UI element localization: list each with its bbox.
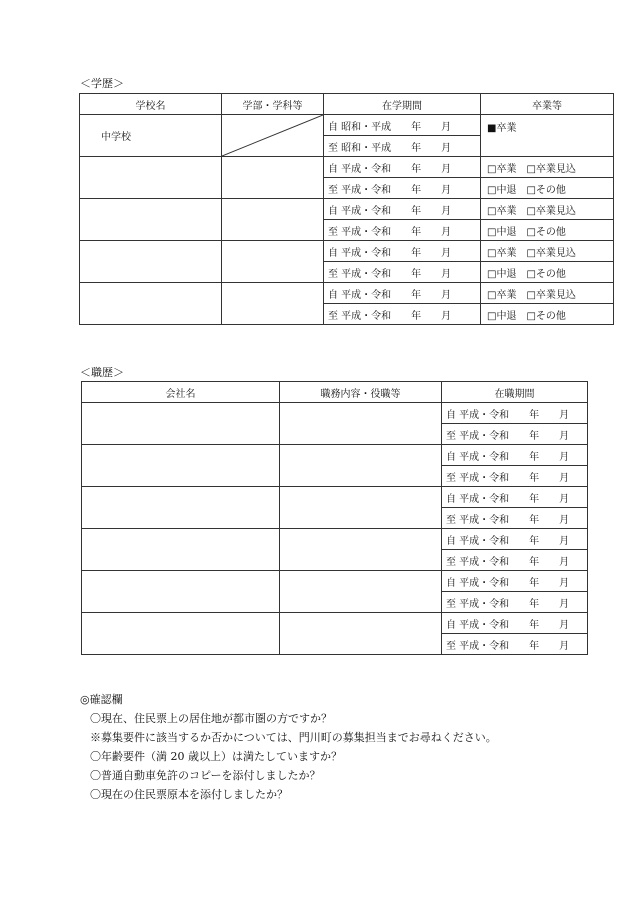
- confirm-note: ※募集要件に該当するか否かについては、門川町の募集担当までお尋ねください。: [90, 731, 497, 744]
- confirm-item-age: 〇年齢要件（満 20 歳以上）は満たしていますか？: [90, 750, 342, 763]
- confirm-item-license: 〇普通自動車免許のコピーを添付しましたか？: [90, 769, 321, 782]
- duties-cell[interactable]: [280, 487, 442, 529]
- employment-to: 至 平成・令和 年 月: [442, 550, 588, 571]
- junior-high-status: ■卒業: [481, 115, 614, 157]
- confirm-item-residence: 〇現在、住民票上の居住地が都市圏の方ですか？: [90, 712, 332, 725]
- department-cell[interactable]: [222, 241, 324, 283]
- school-name-cell[interactable]: [80, 283, 222, 325]
- education-table: [79, 93, 614, 325]
- duties-cell[interactable]: [280, 403, 442, 445]
- work-table: [81, 381, 588, 655]
- company-cell[interactable]: [82, 613, 280, 655]
- work-title: ＜職歴＞: [80, 366, 124, 379]
- company-cell[interactable]: [82, 445, 280, 487]
- school-name-cell[interactable]: [80, 241, 222, 283]
- company-cell[interactable]: [82, 571, 280, 613]
- employment-to: 至 平成・令和 年 月: [442, 466, 588, 487]
- confirm-title: ◎確認欄: [80, 693, 123, 706]
- education-title: ＜学歴＞: [80, 77, 124, 90]
- status-line-1[interactable]: □卒業 □卒業見込: [481, 283, 614, 304]
- status-line-1[interactable]: □卒業 □卒業見込: [481, 199, 614, 220]
- period-from: 自 平成・令和 年 月: [324, 241, 481, 262]
- header-employment-period: 在職期間: [442, 382, 588, 403]
- employment-from: 自 平成・令和 年 月: [442, 613, 588, 634]
- status-line-2[interactable]: □中退 □その他: [481, 220, 614, 241]
- header-duties: 職務内容・役職等: [280, 382, 442, 403]
- employment-to: 至 平成・令和 年 月: [442, 592, 588, 613]
- junior-high-name: 中学校: [80, 115, 222, 157]
- department-cell[interactable]: [222, 283, 324, 325]
- period-to: 至 平成・令和 年 月: [324, 262, 481, 283]
- duties-cell[interactable]: [280, 529, 442, 571]
- employment-from: 自 平成・令和 年 月: [442, 571, 588, 592]
- header-department: 学部・学科等: [222, 94, 324, 115]
- department-cell[interactable]: [222, 199, 324, 241]
- school-name-cell[interactable]: [80, 157, 222, 199]
- duties-cell[interactable]: [280, 613, 442, 655]
- status-line-2[interactable]: □中退 □その他: [481, 304, 614, 325]
- company-cell[interactable]: [82, 403, 280, 445]
- junior-high-from: 自 昭和・平成 年 月: [324, 115, 481, 136]
- header-period: 在学期間: [324, 94, 481, 115]
- period-from: 自 平成・令和 年 月: [324, 199, 481, 220]
- duties-cell[interactable]: [280, 571, 442, 613]
- company-cell[interactable]: [82, 529, 280, 571]
- duties-cell[interactable]: [280, 445, 442, 487]
- diagonal-cell: [222, 115, 324, 157]
- header-graduation: 卒業等: [481, 94, 614, 115]
- employment-from: 自 平成・令和 年 月: [442, 487, 588, 508]
- employment-to: 至 平成・令和 年 月: [442, 424, 588, 445]
- status-line-1[interactable]: □卒業 □卒業見込: [481, 241, 614, 262]
- period-to: 至 平成・令和 年 月: [324, 304, 481, 325]
- period-from: 自 平成・令和 年 月: [324, 157, 481, 178]
- school-name-cell[interactable]: [80, 199, 222, 241]
- confirm-item-certificate: 〇現在の住民票原本を添付しましたか？: [90, 788, 288, 801]
- period-to: 至 平成・令和 年 月: [324, 178, 481, 199]
- employment-to: 至 平成・令和 年 月: [442, 634, 588, 655]
- header-school-name: 学校名: [80, 94, 222, 115]
- department-cell[interactable]: [222, 157, 324, 199]
- status-line-1[interactable]: □卒業 □卒業見込: [481, 157, 614, 178]
- status-line-2[interactable]: □中退 □その他: [481, 262, 614, 283]
- employment-from: 自 平成・令和 年 月: [442, 445, 588, 466]
- status-line-2[interactable]: □中退 □その他: [481, 178, 614, 199]
- junior-high-to: 至 昭和・平成 年 月: [324, 136, 481, 157]
- header-company: 会社名: [82, 382, 280, 403]
- period-to: 至 平成・令和 年 月: [324, 220, 481, 241]
- employment-from: 自 平成・令和 年 月: [442, 403, 588, 424]
- employment-from: 自 平成・令和 年 月: [442, 529, 588, 550]
- period-from: 自 平成・令和 年 月: [324, 283, 481, 304]
- confirm-section: [80, 690, 497, 804]
- company-cell[interactable]: [82, 487, 280, 529]
- employment-to: 至 平成・令和 年 月: [442, 508, 588, 529]
